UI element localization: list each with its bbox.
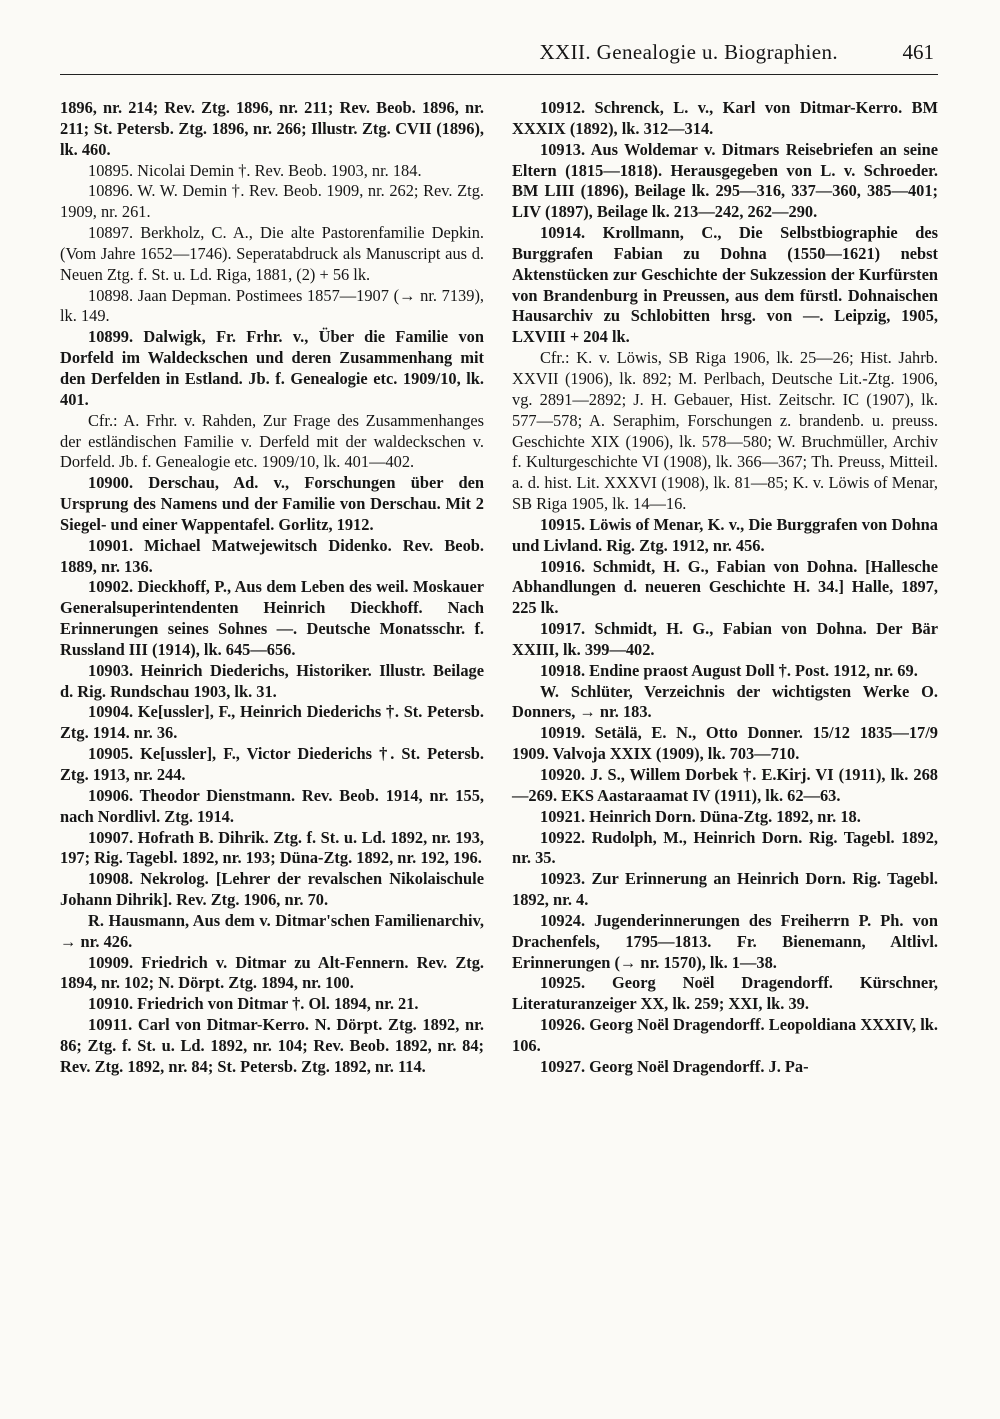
bibliography-entry: Cfr.: K. v. Löwis, SB Riga 1906, lk. 25—26; Hist. Jahrb. XXVII (1906), lk. 892; M. Perlbach, Deutsche Lit.-Ztg. 1906, vg. 2891—2892; J. H. Gebauer, Hist. Zeitschr. IC (1907), lk. 577—578; A. Seraphim, Forschungen z. brandenb. u. preuss. Geschichte XIX (1906), lk. 578—580; W. Bruchmüller, Archiv f. Kulturgeschichte VI (1908), lk. 366—367; Th. Preuss, Mitteil. a. d. hist. Lit. XXXVI (1908), lk. 81—85; K. v. Löwis of Menar, SB Riga 1905, lk. 14—16. [512, 348, 938, 514]
bibliography-entry: 10911. Carl von Ditmar-Kerro. N. Dörpt. Ztg. 1892, nr. 86; Ztg. f. St. u. Ld. 1892, nr. 104; Rev. Beob. 1892, nr. 84; Rev. Ztg. 1892, nr. 84; St. Petersb. Ztg. 1892, nr. 114. [60, 1015, 484, 1076]
bibliography-entry: 10904. Ke[ussler], F., Heinrich Diederichs †. St. Petersb. Ztg. 1914. nr. 36. [60, 702, 484, 743]
running-title: XXII. Genealogie u. Biographien. [539, 40, 838, 64]
left-column [60, 98, 484, 1078]
bibliography-entry: 10919. Setälä, E. N., Otto Donner. 15/12 1835—17/9 1909. Valvoja XXIX (1909), lk. 703—710. [512, 723, 938, 764]
bibliography-entry: 10910. Friedrich von Ditmar †. Ol. 1894, nr. 21. [88, 994, 419, 1014]
bibliography-entry: 10909. Friedrich v. Ditmar zu Alt-Fennern. Rev. Ztg. 1894, nr. 102; N. Dörpt. Ztg. 1894, nr. 100. [60, 952, 484, 993]
bibliography-entry: 10898. Jaan Depman. Postimees 1857—1907 (→ nr. 7139), lk. 149. [60, 285, 484, 326]
bibliography-entry: 10896. W. W. Demin †. Rev. Beob. 1909, nr. 262; Rev. Ztg. 1909, nr. 261. [60, 181, 484, 222]
bibliography-entry: 10925. Georg Noël Dragendorff. Kürschner, Literaturanzeiger XX, lk. 259; XXI, lk. 39. [512, 973, 938, 1014]
bibliography-entry: 10901. Michael Matwejewitsch Didenko. Rev. Beob. 1889, nr. 136. [60, 535, 484, 576]
bibliography-entry: 10923. Zur Erinnerung an Heinrich Dorn. Rig. Tagebl. 1892, nr. 4. [512, 869, 938, 910]
bibliography-entry: 10908. Nekrolog. [Lehrer der revalschen Nikolaischule Johann Dihrik]. Rev. Ztg. 1906, nr. 70. [60, 869, 484, 910]
bibliography-entry: 10918. Endine praost August Doll †. Post. 1912, nr. 69. [540, 660, 918, 680]
bibliography-entry: 10916. Schmidt, H. G., Fabian von Dohna. [Hallesche Abhandlungen d. neueren Geschichte H. 34.] Halle, 1897, 225 lk. [512, 556, 938, 618]
bibliography-entry: 10920. J. S., Willem Dorbek †. E.Kirj. VI (1911), lk. 268—269. EKS Aastaraamat IV (1911), lk. 62—63. [512, 765, 938, 805]
bibliography-entry: 10926. Georg Noël Dragendorff. Leopoldiana XXXIV, lk. 106. [512, 1015, 938, 1055]
bibliography-entry: 10922. Rudolph, M., Heinrich Dorn. Rig. Tagebl. 1892, nr. 35. [512, 827, 938, 868]
bibliography-entry: 10917. Schmidt, H. G., Fabian von Dohna. Der Bär XXIII, lk. 399—402. [512, 619, 938, 659]
bibliography-entry: W. Schlüter, Verzeichnis der wichtigsten Werke O. Donners, → nr. 183. [512, 681, 938, 722]
bibliography-entry: 10927. Georg Noël Dragendorff. J. Pa- [540, 1056, 809, 1076]
bibliography-entry: Cfr.: A. Frhr. v. Rahden, Zur Frage des Zusammenhanges der estländischen Familie v. Derfeld mit der waldeckschen v. Dorfeld. Jb. f. Genealogie etc. 1909/10, lk. 401—402. [60, 410, 484, 472]
bibliography-entry: 10899. Dalwigk, Fr. Frhr. v., Über die Familie von Dorfeld im Waldeckschen und deren Zusammenhang mit den Derfelden in Estland. Jb. f. Genealogie etc. 1909/10, lk. 401. [60, 327, 484, 409]
bibliography-entry: 10915. Löwis of Menar, K. v., Die Burggrafen von Dohna und Livland. Rig. Ztg. 1912, nr. 456. [512, 514, 938, 555]
bibliography-entry: 10912. Schrenck, L. v., Karl von Ditmar-Kerro. BM XXXIX (1892), lk. 312—314. [512, 98, 938, 138]
bibliography-entry: 10905. Ke[ussler], F., Victor Diederichs †. St. Petersb. Ztg. 1913, nr. 244. [60, 744, 484, 784]
bibliography-entry: R. Hausmann, Aus dem v. Ditmar'schen Familienarchiv, → nr. 426. [60, 910, 484, 951]
bibliography-entry: 10902. Dieckhoff, P., Aus dem Leben des weil. Moskauer Generalsuperintendenten Heinrich Dieckhoff. Nach Erinnerungen seines Sohnes —. Deutsche Monatsschr. f. Russland III (1914), lk. 645—656. [60, 577, 484, 659]
bibliography-entry: 10914. Krollmann, C., Die Selbstbiographie des Burggrafen Fabian zu Dohna (1550—1621) nebst Aktenstücken zur Geschichte der Sukzession der Kurfürsten von Brandenburg in Preussen, aus dem fürstl. Dohnaischen Hausarchiv zu Schlobitten hrsg. von —. Leipzig, 1905, LXVIII + 204 lk. [512, 223, 938, 347]
bibliography-entry: 10897. Berkholz, C. A., Die alte Pastorenfamilie Depkin. (Vom Jahre 1652—1746). Seperatabdruck als Manuscript aus d. Neuen Ztg. f. St. u. Ld. Riga, 1881, (2) + 56 lk. [60, 223, 484, 284]
right-column [512, 98, 938, 1078]
bibliography-entry: 10903. Heinrich Diederichs, Historiker. Illustr. Beilage d. Rig. Rundschau 1903, lk. 31. [60, 660, 484, 701]
bibliography-entry: 1896, nr. 214; Rev. Ztg. 1896, nr. 211; Rev. Beob. 1896, nr. 211; St. Petersb. Ztg. 1896, nr. 266; Illustr. Ztg. CVII (1896), lk. 460. [60, 98, 484, 159]
bibliography-entry: 10895. Nicolai Demin †. Rev. Beob. 1903, nr. 184. [88, 160, 422, 180]
bibliography-entry: 10906. Theodor Dienstmann. Rev. Beob. 1914, nr. 155, nach Nordlivl. Ztg. 1914. [60, 785, 484, 826]
bibliography-entry: 10924. Jugenderinnerungen des Freiherrn P. Ph. von Drachenfels, 1795—1813. Fr. Bienemann, Altlivl. Erinnerungen (→ nr. 1570), lk. 1—38. [512, 910, 938, 972]
page-number: 461 [902, 40, 934, 64]
page-header [60, 40, 938, 75]
bibliography-entry: 10900. Derschau, Ad. v., Forschungen über den Ursprung des Namens und der Familie von Derschau. Mit 2 Siegel- und einer Wappentafel. Gorlitz, 1912. [60, 473, 484, 534]
bibliography-entry: 10907. Hofrath B. Dihrik. Ztg. f. St. u. Ld. 1892, nr. 193, 197; Rig. Tagebl. 1892, nr. 193; Düna-Ztg. 1892, nr. 192, 196. [60, 827, 484, 868]
bibliography-entry: 10913. Aus Woldemar v. Ditmars Reisebriefen an seine Eltern (1815—1818). Herausgegeben von L. v. Schroeder. BM LIII (1896), Beilage lk. 295—316, 337—360, 385—401; LIV (1897), Beilage lk. 213—242, 262—290. [512, 139, 938, 222]
bibliography-entry: 10921. Heinrich Dorn. Düna-Ztg. 1892, nr. 18. [540, 806, 861, 826]
